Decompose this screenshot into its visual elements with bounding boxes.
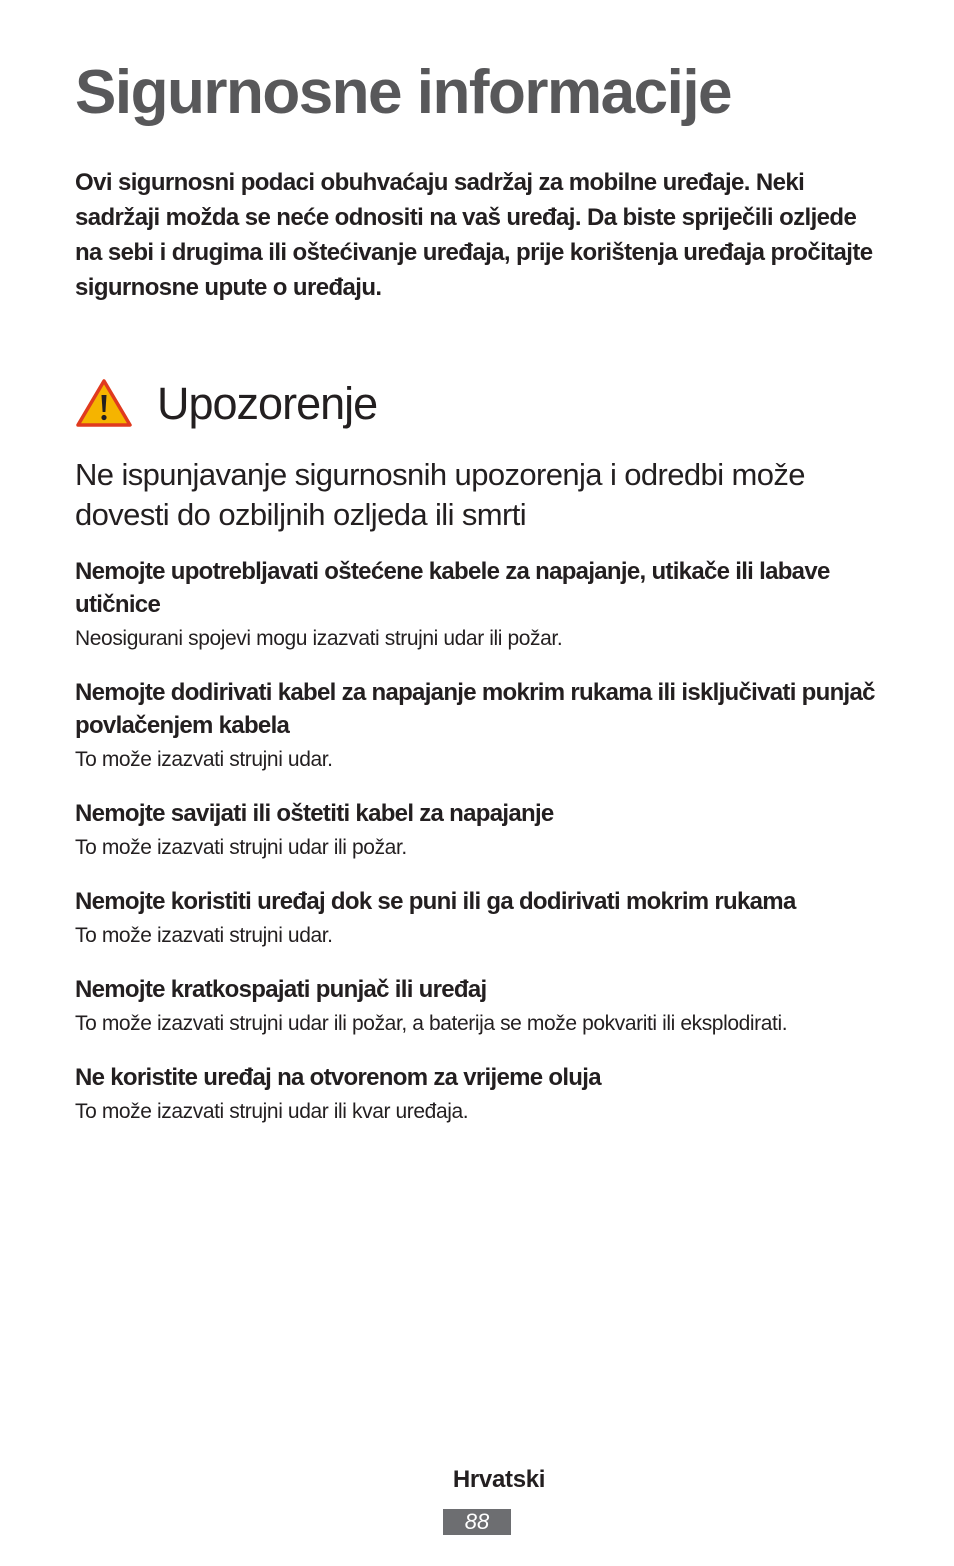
warning-section-heading — [75, 378, 377, 428]
warning-item-heading: Nemojte koristiti uređaj dok se puni ili ga dodirivati mokrim rukama — [75, 888, 796, 915]
warning-item-heading: Nemojte dodirivati kabel za napajanje mokrim rukama ili isključivati punjač povlačenjem kabela — [75, 679, 875, 739]
warning-items-list — [75, 555, 895, 1149]
intro-paragraph: Ovi sigurnosni podaci obuhvaćaju sadržaj za mobilne uređaje. Neki sadržaji možda se neće odnositi na vaš uređaj. Da biste spriječili ozljede na sebi i drugima ili oštećivanje uređaja, prije korištenja uređaja pročitajte sigurnosne upute o uređaju. — [75, 169, 873, 301]
warning-item — [75, 797, 895, 863]
warning-item-text: To može izazvati strujni udar. — [75, 748, 333, 771]
warning-triangle-icon — [75, 378, 133, 428]
warning-item-text: To može izazvati strujni udar ili požar. — [75, 836, 407, 859]
warning-item-text: Neosigurani spojevi mogu izazvati strujni udar ili požar. — [75, 627, 563, 650]
page-number: 88 — [443, 1509, 511, 1535]
warning-item-heading: Nemojte savijati ili oštetiti kabel za napajanje — [75, 800, 554, 827]
warning-item-text: To može izazvati strujni udar ili požar, a baterija se može pokvariti ili eksplodirati. — [75, 1012, 788, 1035]
warning-item — [75, 676, 895, 775]
warning-subtitle: Ne ispunjavanje sigurnosnih upozorenja i odredbi može dovesti do ozbiljnih ozljeda ili smrti — [75, 457, 805, 532]
warning-item-text: To može izazvati strujni udar ili kvar uređaja. — [75, 1100, 469, 1123]
warning-item-heading: Ne koristite uređaj na otvorenom za vrijeme oluja — [75, 1064, 601, 1091]
warning-item-heading: Nemojte kratkospajati punjač ili uređaj — [75, 976, 487, 1003]
warning-item-heading: Nemojte upotrebljavati oštećene kabele za napajanje, utikače ili labave utičnice — [75, 558, 830, 618]
warning-item — [75, 1061, 895, 1127]
warning-item — [75, 885, 895, 951]
footer-language: Hrvatski — [452, 1466, 546, 1493]
warning-title: Upozorenje — [157, 377, 378, 429]
warning-item-text: To može izazvati strujni udar. — [75, 924, 333, 947]
warning-item — [75, 555, 895, 654]
page-title: Sigurnosne informacije — [75, 58, 732, 127]
warning-item — [75, 973, 895, 1039]
